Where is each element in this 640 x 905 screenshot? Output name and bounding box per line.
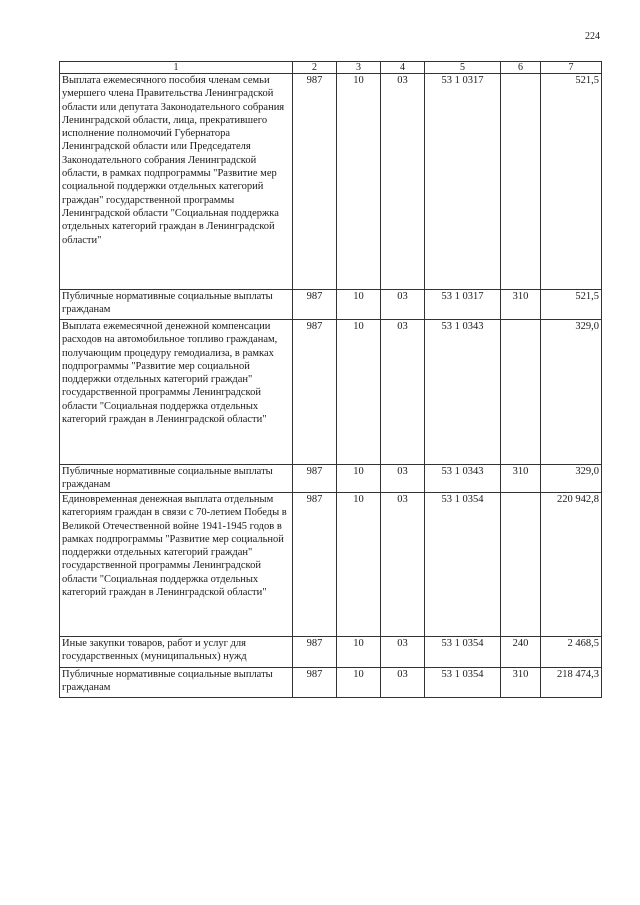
- column-header: 2: [293, 62, 337, 74]
- cell-gov-code: 987: [293, 465, 337, 493]
- cell-section: 10: [337, 74, 381, 290]
- table-row: [60, 320, 602, 465]
- cell-subsection: 03: [381, 668, 425, 698]
- cell-gov-code: 987: [293, 290, 337, 320]
- cell-subsection: 03: [381, 320, 425, 465]
- cell-amount: 218 474,3: [541, 668, 602, 698]
- cell-section: 10: [337, 668, 381, 698]
- cell-gov-code: 987: [293, 637, 337, 668]
- cell-expense-type: [501, 74, 541, 290]
- cell-amount: 2 468,5: [541, 637, 602, 668]
- cell-gov-code: 987: [293, 74, 337, 290]
- cell-section: 10: [337, 320, 381, 465]
- table-row: [60, 290, 602, 320]
- row-name: Публичные нормативные социальные выплаты гражданам: [60, 465, 293, 493]
- column-header: 7: [541, 62, 602, 74]
- cell-target-article: 53 1 0354: [425, 493, 501, 637]
- row-name: Публичные нормативные социальные выплаты гражданам: [60, 290, 293, 320]
- column-header: 1: [60, 62, 293, 74]
- cell-subsection: 03: [381, 74, 425, 290]
- cell-section: 10: [337, 493, 381, 637]
- table-header-row: [60, 62, 602, 74]
- cell-subsection: 03: [381, 637, 425, 668]
- table-row: [60, 74, 602, 290]
- cell-target-article: 53 1 0343: [425, 320, 501, 465]
- cell-section: 10: [337, 465, 381, 493]
- cell-expense-type: 310: [501, 290, 541, 320]
- cell-subsection: 03: [381, 493, 425, 637]
- row-name: Публичные нормативные социальные выплаты гражданам: [60, 668, 293, 698]
- cell-section: 10: [337, 290, 381, 320]
- cell-target-article: 53 1 0343: [425, 465, 501, 493]
- table-row: [60, 493, 602, 637]
- cell-amount: 521,5: [541, 74, 602, 290]
- cell-expense-type: [501, 493, 541, 637]
- row-name: Выплата ежемесячного пособия членам семьи умершего члена Правительства Ленинградской области или депутата Законодательного собрания Ленинградской области, лица, прекратившего исполнение полномочий Губернатора Ленинградской области или Председателя Законодательного собрания Ленинградской области, в рамках подпрограммы "Развитие мер социальной поддержки отдельных категорий граждан" государственной программы Ленинградской области "Социальная поддержка отдельных категорий граждан в Ленинградской области": [60, 74, 293, 290]
- cell-target-article: 53 1 0317: [425, 74, 501, 290]
- cell-amount: 220 942,8: [541, 493, 602, 637]
- page-number: 224: [585, 31, 600, 42]
- cell-expense-type: 310: [501, 465, 541, 493]
- cell-target-article: 53 1 0317: [425, 290, 501, 320]
- table-row: [60, 637, 602, 668]
- cell-target-article: 53 1 0354: [425, 637, 501, 668]
- cell-subsection: 03: [381, 290, 425, 320]
- cell-gov-code: 987: [293, 320, 337, 465]
- column-header: 4: [381, 62, 425, 74]
- cell-section: 10: [337, 637, 381, 668]
- table-row: [60, 465, 602, 493]
- cell-gov-code: 987: [293, 668, 337, 698]
- column-header: 3: [337, 62, 381, 74]
- cell-expense-type: 240: [501, 637, 541, 668]
- row-name: Выплата ежемесячной денежной компенсации расходов на автомобильное топливо гражданам, получающим процедуру гемодиализа, в рамках подпрограммы "Развитие мер социальной поддержки отдельных категорий граждан" государственной программы Ленинградской области "Социальная поддержка отдельных категорий граждан в Ленинградской области": [60, 320, 293, 465]
- row-name: Иные закупки товаров, работ и услуг для государственных (муниципальных) нужд: [60, 637, 293, 668]
- column-header: 5: [425, 62, 501, 74]
- cell-expense-type: 310: [501, 668, 541, 698]
- row-name: Единовременная денежная выплата отдельным категориям граждан в связи с 70-летием Победы в Великой Отечественной войне 1941-1945 годов в рамках подпрограммы "Развитие мер социальной поддержки отдельных категорий граждан" государственной программы Ленинградской области "Социальная поддержка отдельных категорий граждан в Ленинградской области": [60, 493, 293, 637]
- cell-target-article: 53 1 0354: [425, 668, 501, 698]
- cell-amount: 329,0: [541, 465, 602, 493]
- budget-table: [59, 61, 602, 698]
- cell-expense-type: [501, 320, 541, 465]
- cell-gov-code: 987: [293, 493, 337, 637]
- table-row: [60, 668, 602, 698]
- column-header: 6: [501, 62, 541, 74]
- cell-subsection: 03: [381, 465, 425, 493]
- cell-amount: 329,0: [541, 320, 602, 465]
- cell-amount: 521,5: [541, 290, 602, 320]
